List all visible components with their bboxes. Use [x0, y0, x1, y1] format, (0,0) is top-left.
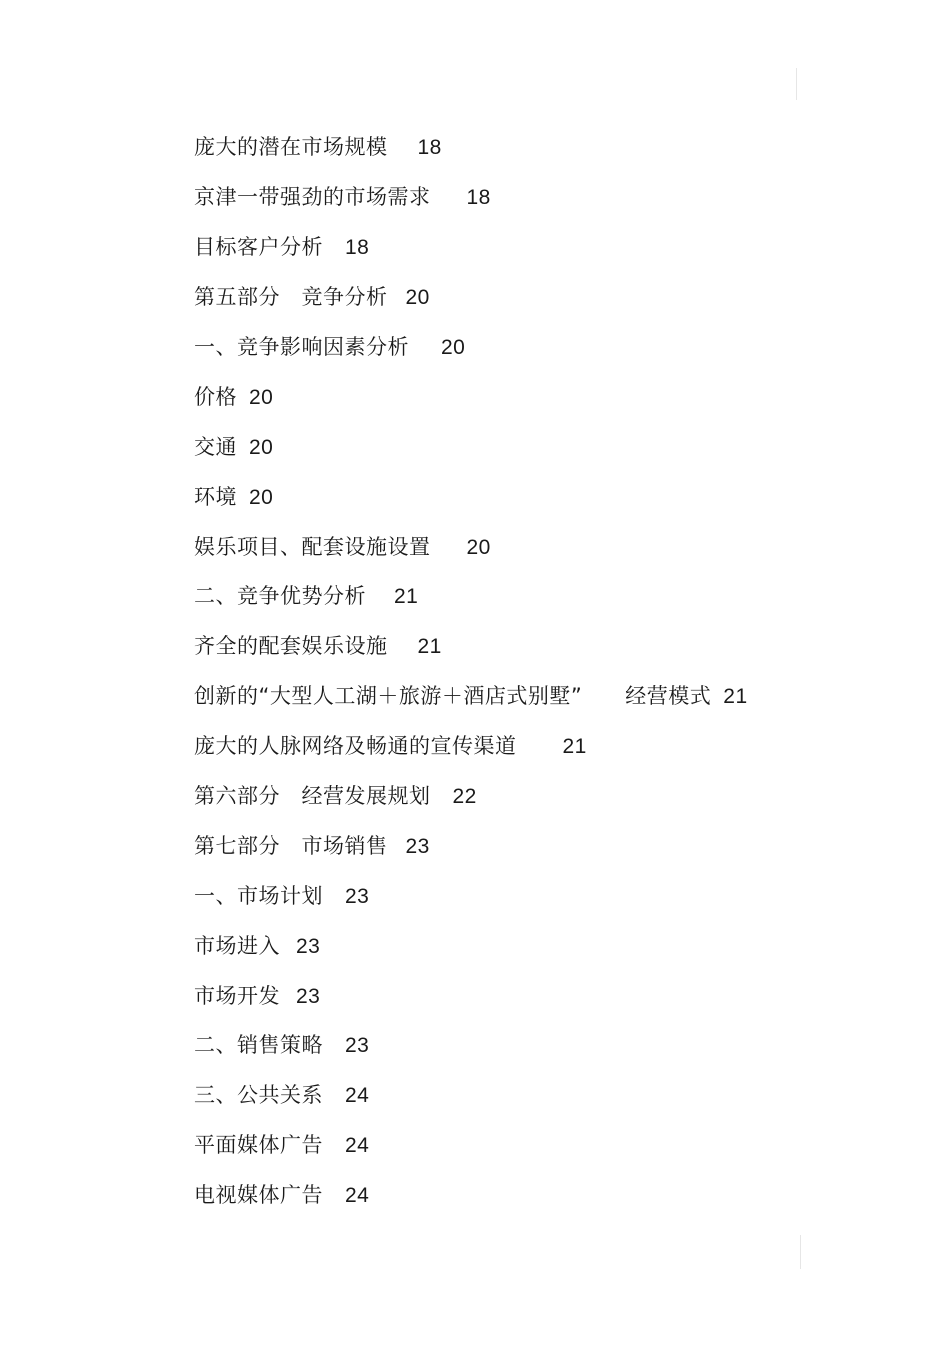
- toc-entry-title: 第六部分 经营发展规划: [194, 784, 431, 809]
- toc-entry-page: 21: [562, 735, 587, 759]
- toc-entry-page: 21: [723, 685, 748, 709]
- toc-entry-title: 二、竞争优势分析: [194, 584, 366, 609]
- toc-entry-page: 23: [345, 884, 370, 908]
- toc-entry-title: 第五部分 竞争分析: [194, 285, 388, 310]
- toc-entry: [194, 572, 748, 622]
- toc-entry-page: 21: [394, 585, 419, 609]
- toc-entry-title: 目标客户分析: [194, 235, 323, 260]
- toc-entry-title: 一、市场计划: [194, 883, 323, 908]
- margin-mark: [796, 68, 797, 100]
- toc-entry-page: 20: [405, 286, 430, 310]
- toc-entry-page: 23: [345, 1034, 370, 1058]
- toc-entry: [194, 123, 748, 173]
- toc-entry: [194, 422, 748, 472]
- toc-entry: [194, 323, 748, 373]
- toc-entry-title: 市场开发: [194, 983, 280, 1008]
- toc-entry: [194, 522, 748, 572]
- toc-entry: [194, 871, 748, 921]
- toc-entry-page: 20: [249, 385, 274, 409]
- toc-entry-title: 交通: [194, 434, 237, 459]
- toc-entry: [194, 772, 748, 822]
- toc-entry: [194, 173, 748, 223]
- toc-entry: [194, 1171, 748, 1221]
- toc-entry-title: 市场进入: [194, 933, 280, 958]
- toc-entry-title: 三、公共关系: [194, 1083, 323, 1108]
- toc-entry-page: 24: [345, 1184, 370, 1208]
- toc-entry-page: 20: [249, 485, 274, 509]
- toc-entry-page: 18: [345, 236, 370, 260]
- toc-entry: [194, 921, 748, 971]
- toc-entry: [194, 722, 748, 772]
- toc-entry-page: 23: [296, 934, 321, 958]
- toc-entry: [194, 622, 748, 672]
- toc-entry-page: 20: [466, 535, 491, 559]
- toc-entry: [194, 672, 748, 722]
- toc-entry-page: 24: [345, 1084, 370, 1108]
- toc-entry: [194, 273, 748, 323]
- toc-entry-title: 京津一带强劲的市场需求: [194, 185, 431, 210]
- toc-entry-title: 环境: [194, 484, 237, 509]
- toc-entry-title: 一、竞争影响因素分析: [194, 335, 409, 359]
- toc-entry-page: 20: [441, 336, 466, 359]
- toc-entry: [194, 1121, 748, 1171]
- toc-entry-page: 24: [345, 1134, 370, 1158]
- toc-entry-title: 平面媒体广告: [194, 1133, 323, 1158]
- toc-entry-title: 庞大的潜在市场规模: [194, 135, 388, 160]
- toc-entry: [194, 821, 748, 871]
- table-of-contents: [194, 123, 748, 1221]
- toc-entry-title: 价格: [194, 384, 237, 409]
- toc-entry-title: 二、销售策略: [194, 1033, 323, 1058]
- toc-entry: [194, 1071, 748, 1121]
- margin-mark: [800, 1235, 801, 1269]
- toc-entry: [194, 372, 748, 422]
- toc-entry-page: 20: [249, 435, 274, 459]
- toc-entry-title: 齐全的配套娱乐设施: [194, 634, 388, 659]
- toc-entry-page: 18: [417, 136, 442, 160]
- toc-entry-page: 23: [405, 834, 430, 858]
- toc-entry-title: 娱乐项目、配套设施设置: [194, 534, 431, 559]
- toc-entry-title: 庞大的人脉网络及畅通的宣传渠道: [194, 734, 517, 759]
- toc-entry-page: 22: [452, 785, 477, 809]
- toc-entry-page: 21: [417, 635, 442, 659]
- toc-entry: [194, 1021, 748, 1071]
- toc-entry-title: 电视媒体广告: [194, 1183, 323, 1208]
- toc-entry-page: 18: [466, 186, 491, 210]
- toc-entry-page: 23: [296, 984, 321, 1008]
- toc-entry-title: 第七部分 市场销售: [194, 833, 388, 858]
- toc-entry-title: 创新的“大型人工湖＋旅游＋酒店式别墅” 经营模式: [194, 684, 712, 709]
- toc-entry: [194, 223, 748, 273]
- toc-entry: [194, 472, 748, 522]
- toc-entry: [194, 971, 748, 1021]
